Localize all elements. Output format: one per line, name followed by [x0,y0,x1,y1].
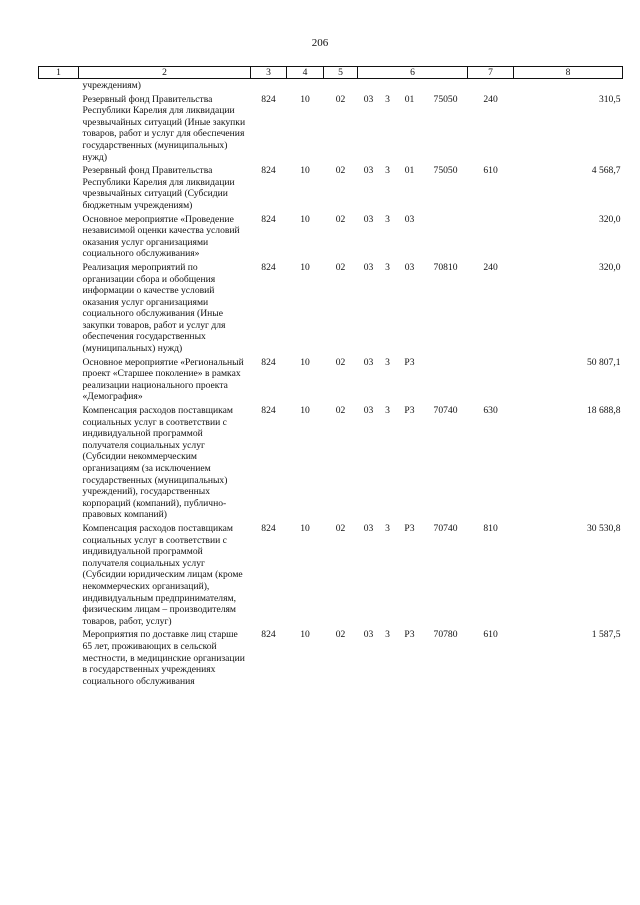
amount: 1 587,5 [591,629,621,641]
column-header-2: 2 [79,67,251,79]
section-code: 10 [300,356,310,368]
expense-type-code [468,355,514,403]
row-name: Резервный фонд Правительства Республики Карелия для ликвидации чрезвычайных ситуаций (Иные закупки товаров, работ и услуг для обеспечения государственных (муниципальных) нужд) [82,93,246,163]
table-row [39,403,623,521]
cell-empty [39,521,79,627]
event-code: 01 [404,93,415,105]
subprogram-code: 3 [385,213,390,225]
direction-code: 70740 [433,405,458,417]
ministry-code: 824 [261,165,276,177]
program-code: 03 [363,405,374,417]
subsection-code: 02 [335,165,346,177]
section-code: 10 [300,629,310,641]
expense-type-code: 240 [483,261,498,273]
ministry-code: 824 [261,213,276,225]
expense-type-code: 630 [483,405,498,417]
event-code: P3 [404,405,415,417]
subsection-code: 02 [335,629,346,641]
ministry-code: 824 [261,356,276,368]
header-row [39,67,623,79]
subprogram-code: 3 [385,522,390,534]
table-row [39,260,623,355]
event-code: 03 [404,213,415,225]
row-name: Резервный фонд Правительства Республики Карелия для ликвидации чрезвычайных ситуаций (Субсидии бюджетным учреждениям) [82,165,235,211]
amount: 320,0 [598,261,621,273]
table-header [39,67,623,79]
expense-type-code: 810 [483,522,498,534]
table-row [39,163,623,211]
program-code: 03 [363,356,374,368]
amount: 4 568,7 [591,165,621,177]
event-code: 03 [404,261,415,273]
cell-empty [39,355,79,403]
row-name: Компенсация расходов поставщикам социальных услуг в соответствии с индивидуальной программой получателя социальных услуг (Субсидии некоммерческим организациям (за исключением государственных (муниципальных) учреждений), государственных корпораций (компаний), публично-правовых компаний) [82,405,233,521]
section-code: 10 [300,213,310,225]
expense-type-code: 610 [483,629,498,641]
program-code: 03 [363,629,374,641]
subsection-code: 02 [335,356,346,368]
expense-type-code: 240 [483,93,498,105]
column-header-4: 4 [287,67,324,79]
subsection-code: 02 [335,213,346,225]
table-row [39,521,623,627]
expense-type-code: 610 [483,165,498,177]
column-header-7: 7 [468,67,514,79]
program-code: 03 [363,522,374,534]
budget-table [38,66,623,687]
ministry-code: 824 [261,261,276,273]
column-header-3: 3 [251,67,287,79]
direction-code: 70780 [433,629,458,641]
column-header-1: 1 [39,67,79,79]
program-code: 03 [363,261,374,273]
table-row [39,627,623,687]
section-code: 10 [300,405,310,417]
direction-code [424,212,468,260]
subprogram-code: 3 [385,356,390,368]
subprogram-code: 3 [385,405,390,417]
row-name: Основное мероприятие «Региональный проект «Старшее поколение» в рамках реализации национального проекта «Демография» [82,356,244,403]
section-code: 10 [300,261,310,273]
ministry-code: 824 [261,405,276,417]
event-code: P3 [404,522,415,534]
table-row [39,92,623,164]
program-code: 03 [363,165,374,177]
column-header-8: 8 [514,67,623,79]
direction-code: 75050 [433,165,458,177]
amount: 18 688,8 [586,405,621,417]
event-code: 01 [404,165,415,177]
subsection-code: 02 [335,405,346,417]
amount: 310,5 [598,93,621,105]
section-code: 10 [300,165,310,177]
event-code: P3 [404,356,415,368]
table-body [39,79,623,688]
direction-code: 70740 [433,522,458,534]
row-name: Мероприятия по доставке лиц старше 65 лет, проживающих в сельской местности, в медицинские организации в государственных учреждениях социального обслуживания [82,629,245,687]
subprogram-code: 3 [385,261,390,273]
row-name: Компенсация расходов поставщикам социальных услуг в соответствии с индивидуальной программой получателя социальных услуг (Субсидии юридическим лицам (кроме некоммерческих организаций), индивидуальным предпринимателям, физическим лицам – производителям товаров, работ, услуг) [82,522,243,627]
subsection-code: 02 [335,522,346,534]
program-code: 03 [363,213,374,225]
table-row [39,212,623,260]
ministry-code: 824 [261,93,276,105]
ministry-code: 824 [261,629,276,641]
subprogram-code: 3 [385,629,390,641]
cell-empty [39,627,79,687]
row-name: учреждениям) [82,80,141,91]
column-header-6: 6 [358,67,468,79]
cell-empty [39,260,79,355]
cell-empty [39,163,79,211]
table-row [39,355,623,403]
subsection-code: 02 [335,93,346,105]
continuation-row [39,79,623,92]
event-code: P3 [404,629,415,641]
section-code: 10 [300,93,310,105]
expense-type-code [468,212,514,260]
cell-empty [39,212,79,260]
section-code: 10 [300,522,310,534]
page-number: 206 [311,37,329,49]
amount: 30 530,8 [586,522,621,534]
subprogram-code: 3 [385,165,390,177]
column-header-5: 5 [324,67,358,79]
direction-code: 75050 [433,93,458,105]
row-name: Реализация мероприятий по организации сбора и обобщения информации о качестве условий оказания услуг организациями социального обслуживания (Иные закупки товаров, работ и услуг для обеспечения государственных (муниципальных) нужд) [82,261,226,355]
cell-empty [39,403,79,521]
amount: 320,0 [598,213,621,225]
cell-empty [39,92,79,164]
program-code: 03 [363,93,374,105]
subprogram-code: 3 [385,93,390,105]
direction-code: 70810 [433,261,458,273]
ministry-code: 824 [261,522,276,534]
row-name: Основное мероприятие «Проведение независимой оценки качества условий оказания услуг организациями социального обслуживания» [82,213,240,260]
amount: 50 807,1 [586,356,621,368]
direction-code [424,355,468,403]
subsection-code: 02 [335,261,346,273]
